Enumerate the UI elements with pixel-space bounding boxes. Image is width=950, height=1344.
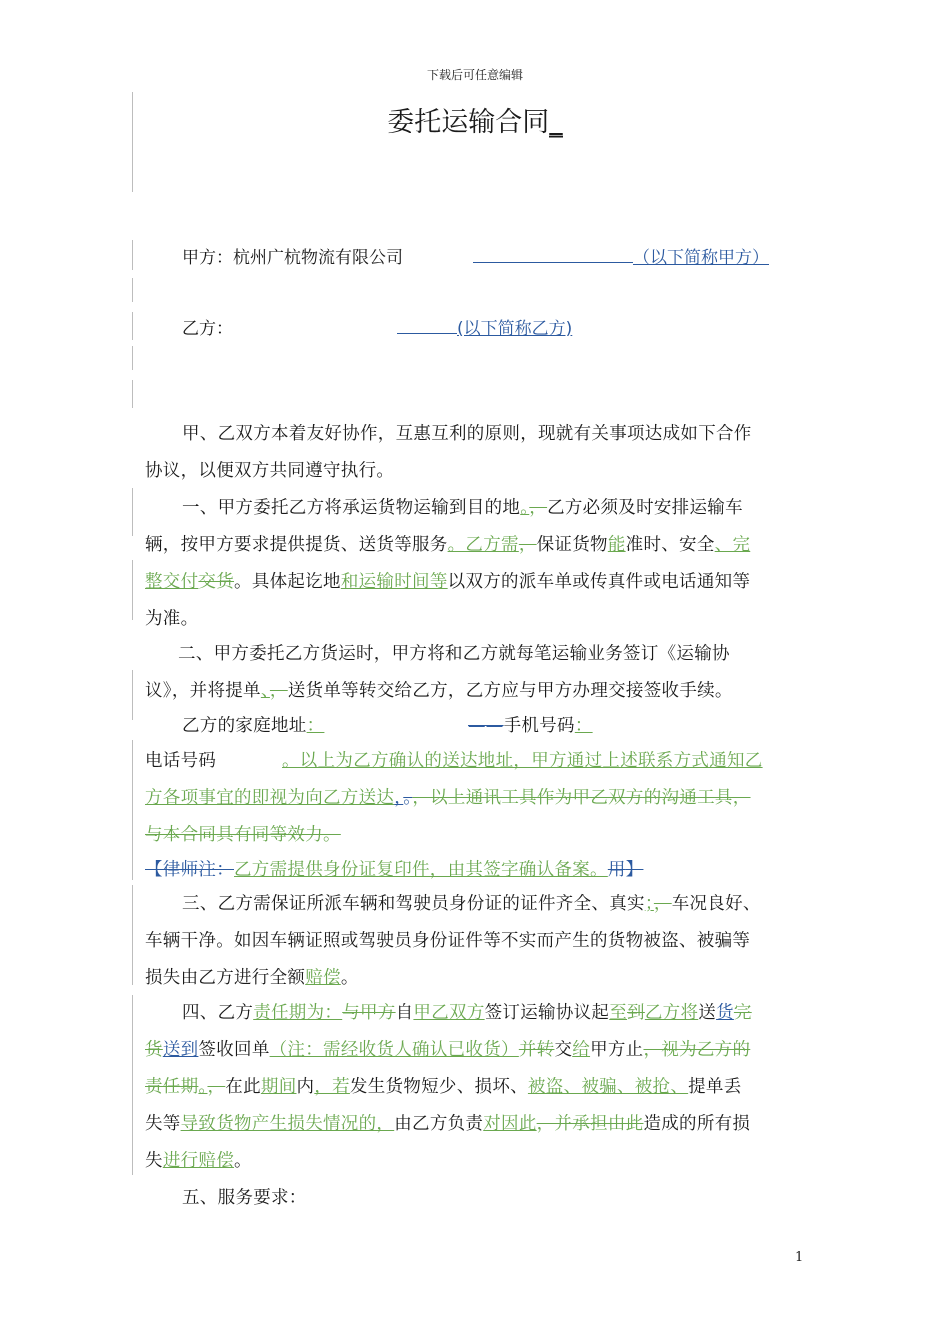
s1-line-3: 整交付交货。具体起讫地和运输时间等以双方的派车单或传真件或电话通知等 <box>145 572 751 592</box>
revision-bar <box>132 995 133 1175</box>
revision-bar <box>132 92 133 192</box>
party-b-suffix: (以下简称乙方) <box>397 314 572 339</box>
s1-line-2: 辆，按甲方要求提供提货、送货等服务。乙方需，保证货物能准时、安全、完 <box>145 535 751 555</box>
revision-bar <box>132 740 133 880</box>
address-note-3: 与本合同具有同等效力。 <box>145 825 341 845</box>
page-number: 1 <box>795 1250 804 1265</box>
party-b-label: 乙方： <box>182 319 233 339</box>
s4-line-4: 失等导致货物产生损失情况的，由乙方负责对因此，并承担由此造成的所有损 <box>145 1114 751 1134</box>
revision-bar <box>132 278 133 302</box>
revision-bar <box>132 240 133 270</box>
revision-bar <box>132 670 133 720</box>
page-header-note: 下载后可任意编辑 <box>426 68 523 82</box>
address-note-1: 。以上为乙方确认的送达地址，甲方通过上述联系方式通知乙 <box>282 751 763 771</box>
s2-line-1: 二、甲方委托乙方货运时，甲方将和乙方就每笔运输业务签订《运输协 <box>178 644 730 664</box>
revision-bar <box>132 312 133 340</box>
revision-bar <box>132 380 133 408</box>
address-label: 乙方的家庭地址： <box>182 716 325 736</box>
document-title: 委托运输合同_ <box>387 107 563 138</box>
s3-line-3: 损失由乙方进行全额赔偿。 <box>145 968 359 988</box>
address-note-2: 方各项事宜的即视为向乙方送达，。，以上通讯工具作为甲乙双方的沟通工具， <box>145 788 751 808</box>
s1-line-1: 一、甲方委托乙方将承运货物运输到目的地。，乙方必须及时安排运输车 <box>182 498 743 518</box>
revision-bar <box>132 488 133 536</box>
lawyer-note: 【律师注：乙方需提供身份证复印件，由其签字确认备案。用】 <box>145 860 644 880</box>
s4-line-2: 货送到签收回单（注：需经收货人确认已收货）并转交给甲方止，视为乙方的 <box>145 1040 751 1060</box>
phone-label: ——手机号码： <box>468 716 593 736</box>
revision-bar <box>132 885 133 985</box>
s3-line-2: 车辆干净。如因车辆证照或驾驶员身份证件等不实而产生的货物被盗、被骗等 <box>145 931 751 951</box>
s1-line-4: 为准。 <box>145 609 199 629</box>
tel-label: 电话号码 <box>145 751 217 771</box>
intro-line-1: 甲、乙双方本着友好协作，互惠互利的原则，现就有关事项达成如下合作 <box>182 424 752 444</box>
s3-line-1: 三、乙方需保证所派车辆和驾驶员身份证的证件齐全、真实；，车况良好、 <box>182 894 761 914</box>
s4-line-5: 失进行赔偿。 <box>145 1151 252 1171</box>
s5-heading: 五、服务要求： <box>182 1188 307 1208</box>
revision-bar <box>132 346 133 370</box>
s4-line-1: 四、乙方责任期为：与甲方自甲乙双方签订运输协议起至到乙方将送货完 <box>182 1003 752 1023</box>
party-a-suffix: （以下简称甲方） <box>473 243 769 268</box>
s4-line-3: 责任期。，在此期间内，若发生货物短少、损坏、被盗、被骗、被抢、提单丢 <box>145 1077 742 1097</box>
intro-line-2: 协议，以便双方共同遵守执行。 <box>145 461 395 481</box>
revision-bar <box>132 560 133 620</box>
party-a-line: 甲方：杭州广杭物流有限公司 <box>182 248 403 268</box>
s2-line-2: 议》，并将提单、，送货单等转交给乙方，乙方应与甲方办理交接签收手续。 <box>145 681 733 701</box>
